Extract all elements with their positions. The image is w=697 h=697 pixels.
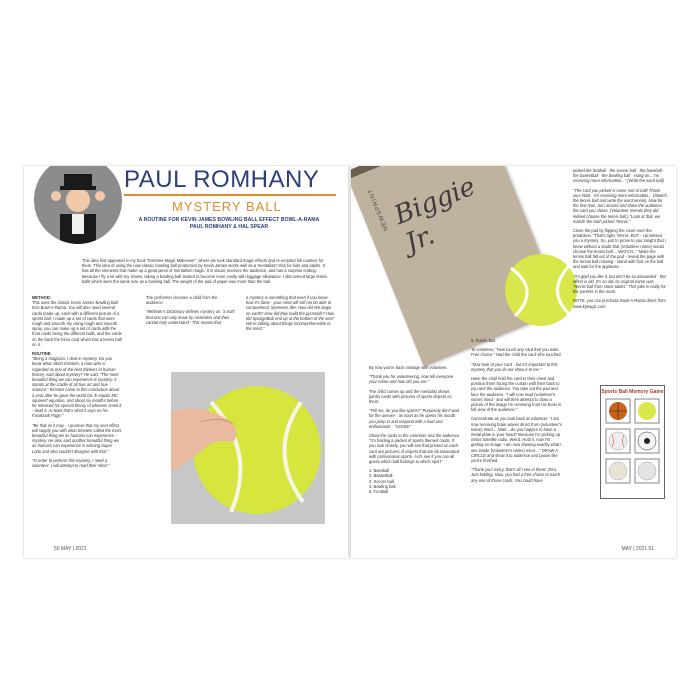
left-page-number: 50 MAY | 2021: [54, 546, 87, 552]
show-cards-text: Show the cards to the volunteer and the audience. "I'm holding a packet of sports themed cards. If you look closely, you will see that printed on each card are pictures of objects that are all associated with professional sports - let's see if you can all guess which ball belongs to which sport": [369, 433, 461, 465]
right-column-1: [369, 365, 461, 494]
thank-you-text: "Thank you! Sorry, that's all I see in there! Zero. Just kidding. Now, you had a free choice to touch any one of those cards. You could have: [471, 467, 560, 483]
sports-question: "Tell me, do you like sports?" Purposely don't wait for the answer - as soon as he opens his mouth you jump in and respond with a loud and enthusiastic - "GOOD!": [369, 408, 460, 429]
bowling-ball-tile: [606, 459, 630, 483]
volunteer-quote: "Thank you for volunteering, now tell everyone your name and how old you are.": [369, 374, 454, 385]
lead-text: By now you're back onstage with volunteer.: [369, 365, 448, 370]
right-column-2: [471, 338, 563, 483]
routine-heading: ROUTINE:: [32, 351, 52, 357]
article-deck: [124, 217, 334, 231]
basketball-tile: [606, 399, 630, 423]
deck-line-1: A ROUTINE FOR KEVIN JAMES BOWLING BALL EFFECT BOWL-A-RAMA: [138, 217, 320, 223]
note-text: NOTE: you can purchase Bowl-A-Rama direct from www.kjmagic.com: [573, 298, 666, 309]
routine-text: "Being a magician, I deal in mystery. Do you know what Albert Einstein, a man who is regarded as one of the best thinkers in human history, said about mystery? He said, "The most beautiful thing we can experience is mystery. It stands at the cradle of all true art and true science." Einstein came to this conclusion about a year after he gave the world his 'E equals MC squared' equation, and about six months before he released his special theory of whoever smelt it - dealt it. At least that's what it says on his Facebook Page.": [32, 356, 122, 419]
webster-quote: "Webster's Dictionary defines mystery as; 'a truth that one can only know by revelation and then cannot truly understand.' This means that: [146, 309, 235, 325]
touch-card-text: To volunteer, "Now touch any card that you want. Free choice." Had the child the card s/he touched.: [471, 347, 562, 358]
list-item: 2. Basketball.: [369, 473, 394, 479]
picked-text: picked the football - the soccer ball - the baseball - the basketball - the bowling ball - Hang on....I'm receiving more information..." (Write the word ball): [573, 168, 665, 184]
glad-text: "I'm glad you like it, but don't be so astounded - this effect is old. It's so old, its original name was 'Tennis ball from stone tablet." This joke is really for the parents in the room.: [573, 273, 667, 295]
left-column-2: [146, 295, 236, 325]
left-column-3: [246, 295, 336, 331]
right-page-number: MAY | 2021 51: [621, 546, 654, 552]
performer-text: The performer chooses a child from the audience.: [146, 295, 218, 306]
tennis-ball-on-pad: [501, 250, 581, 330]
magazine-spread: [24, 166, 676, 558]
look-card-text: "Now look at your card - but it's important to this mystery that you do not show it to me.": [471, 361, 558, 372]
title-rule: [124, 194, 336, 196]
pad-side-label: NEWSPRINT: [367, 187, 390, 232]
concentrate-text: Concentrate as you look back at volunteer. "I am now receiving brain waves direct from (volunteer's name) mind.... Wait ...do you happen to have a metal plate in your head? Because I'm picking up Sirius Satellite radio. Weird. Hold it, now I'm getting an image. I am now drawing exactly what I see inside (Volunteer's name) mind...." DRAW A CIRCLE and show it to audience and pause like you're finished.: [471, 416, 562, 464]
pad-brand-title: Biggie Jr.: [390, 171, 480, 259]
sports-list: [369, 468, 461, 494]
list-item: 4. Bowling ball.: [369, 483, 397, 489]
list-item: 5. Football: [369, 489, 389, 495]
list-item: 3. Soccer ball.: [369, 478, 395, 484]
left-column-1: [32, 295, 122, 468]
memory-game-grid: [601, 395, 664, 495]
jumbo-cards-text: The child comes up and the mentalist shows jumbo cards with pictures of sports objects on them:: [369, 388, 452, 405]
close-pad-text: Close the pad by flipping the cover over the prediction. "That's right, Tennis. BUT - I promised you a mystery. So, just to prove to you tonight that I knew without a doubt that (Volunteer name) would choose the tennis ball.... WATCH..." Make the tennis ball fall out of the pad - reveal the page with the tennis ball missing - stand with foot on the ball and wait for the applause.: [573, 228, 666, 270]
photo-caption: 6. Tennis Ball: [471, 338, 496, 343]
intro-paragraph: This idea first appeared in my book "Extreme Magic Makeover", where we took standard magic effects and re-scripted full routines for them. This idea of using the now classic bowling ball production by Kevin James works well as a 'mentalism' trick for kids and adults. It has all the elements that make up a great piece of mentalism magic. It is visual, involves the audience, and has a surprise ending. Because I fly a lot with my shows, taking a bowling ball started to become more costly with luggage allowance. I discovered large tennis balls which were the same size as a bowling ball. The weight of the pad of paper was more than the ball.: [82, 258, 328, 284]
method-text: This uses the classic Kevin James Bowling Ball trick Bowl-A-Rama. You will also need several cards made up, each with a different picture of a sports ball. I made up a set of cards that were rough and smooth. By using rough and smooth spray, you can make up a set of cards with the front cards being the different balls, and the cards on the back the force card which has a tennis ball on it.: [32, 300, 122, 347]
tennis-ball-hand-photo: [171, 372, 325, 524]
author-name: PAUL ROMHANY: [124, 166, 320, 193]
method-heading: METHOD:: [32, 295, 52, 300]
left-page: [24, 166, 349, 558]
right-column-3: [573, 168, 667, 309]
baseball-tile: [606, 429, 630, 453]
soccer-ball-tile: [635, 429, 659, 453]
memory-game-card: [600, 385, 665, 499]
memory-game-title: Sports Ball Memory Game: [601, 389, 664, 395]
list-item: 1. Baseball: [369, 468, 390, 474]
article-title: MYSTERY BALL: [172, 199, 282, 214]
right-page: [351, 166, 676, 558]
card-picked-text: "The card you picked is some sort of ball! Thank you! Wait - I'm receiving more information... (Sketch the tennis ball and write the word tennis). Now for the first time, turn around and show the audience the card you chose. (Volunteer reveals they did indeed choose the tennis ball.) "Look at that, we match! We both picked Tennis.": [573, 187, 667, 224]
deck-line-2: PAUL ROMHANY & HAL SPEAR: [189, 224, 269, 230]
routine-text-3: "In order to perform this mystery, I need a volunteer. I will attempt to read their mind.": [32, 457, 110, 469]
author-photo: [34, 166, 122, 244]
hold-card-text: Have the child hold the card to their chest and position them facing the curtain with their back to you and the audience. You take out the pad and face the audience. "I will now read (volunteer's name) mind - and will then attempt to draw a picture of the image I'm receiving from his brain in full view of the audience.": [471, 376, 562, 413]
football-tile: [635, 459, 659, 483]
routine-text-2: "Be that as it may - I promise that my next effect will supply you with what Einstein called the most beautiful thing we as humans can experience -- mystery. He also said another beautiful thing we as humans can experience is winning Super Lotto and who couldn't disagree with that.": [32, 422, 121, 454]
tennis-ball-tile: [635, 399, 659, 423]
mystery-quote: a mystery is something that even if you know how it's done - your mind will still not be able to comprehend. Mysteries like; How did We begin on earth? How did they build the pyramids? How did SpongeBob end up at the bottom of the sea? We're talking about things incomprehensible to the mind.": [246, 295, 335, 332]
